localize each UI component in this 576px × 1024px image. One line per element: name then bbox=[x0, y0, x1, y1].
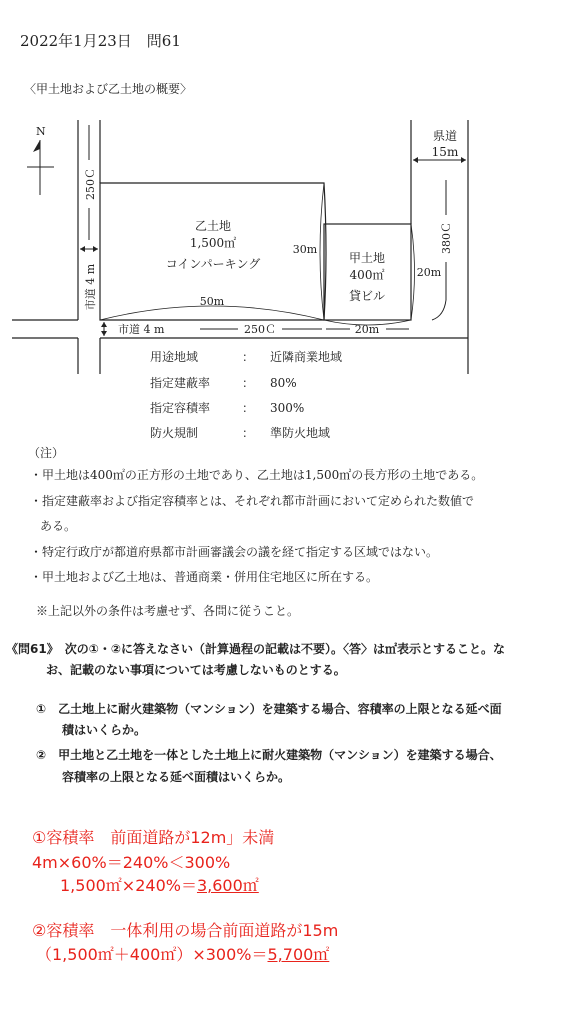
otsu-side-dim: 30m bbox=[292, 243, 318, 256]
info-row-coverage: 指定建蔽率 ： 80% bbox=[150, 376, 297, 390]
subquestion-1: ① 乙土地上に耐火建築物（マンション）を建築する場合、容積率の上限となる延べ面 bbox=[36, 702, 502, 716]
info-row-far: 指定容積率 ： 300% bbox=[150, 401, 305, 415]
ko-use: 貸ビル bbox=[348, 289, 386, 303]
note-4: ・甲土地および乙土地は、普通商業・併用住宅地区に所在する。 bbox=[30, 570, 379, 584]
question-61-cont: お、記載のない事項については考慮しないものとする。 bbox=[46, 663, 346, 677]
answer-2-calc: （1,500㎡＋400㎡）×300%＝5,700㎡ bbox=[36, 945, 330, 964]
answer-1-result: 3,600㎡ bbox=[196, 876, 259, 895]
ko-side-dim: 20m bbox=[416, 266, 442, 279]
right-road-dim: 380Ｃ bbox=[440, 222, 453, 254]
north-label: N bbox=[36, 125, 46, 138]
subquestion-1-cont: 積はいくらか。 bbox=[62, 723, 147, 737]
note-1: ・甲土地は400㎡の正方形の土地であり、乙土地は1,500㎡の長方形の土地である。 bbox=[30, 468, 484, 482]
answer-1-calc-2: 1,500㎡×240%＝3,600㎡ bbox=[60, 876, 259, 895]
answer-2-result: 5,700㎡ bbox=[267, 945, 330, 964]
ko-area: 400㎡ bbox=[349, 268, 385, 282]
note-2: ・指定建蔽率および指定容積率とは、それぞれ都市計画において定められた数値で bbox=[30, 494, 475, 508]
page-title: 2022年1月23日 問61 bbox=[20, 32, 181, 50]
note-2-cont: ある。 bbox=[40, 519, 77, 533]
left-road-dim: 250Ｃ bbox=[84, 168, 97, 200]
otsu-area: 1,500㎡ bbox=[189, 236, 237, 250]
otsu-use: コインパーキング bbox=[165, 257, 261, 271]
otsu-frontage-arc bbox=[100, 306, 324, 320]
answer-2-title: ②容積率 一体利用の場合前面道路が15m bbox=[32, 921, 339, 940]
ko-name: 甲土地 bbox=[348, 251, 386, 265]
otsu-name: 乙土地 bbox=[194, 219, 232, 233]
answer-1-calc-1: 4m×60%＝240%＜300% bbox=[32, 853, 231, 872]
subquestion-2: ② 甲土地と乙土地を一体とした土地上に耐火建築物（マンション）を建築する場合、 bbox=[36, 748, 502, 762]
notes-footer: ※上記以外の条件は考慮せず、各問に従うこと。 bbox=[36, 604, 300, 618]
right-road-width: 15m bbox=[431, 145, 459, 159]
overview-heading: 〈甲土地および乙土地の概要〉 bbox=[24, 82, 193, 96]
otsu-depth-arc bbox=[320, 183, 324, 320]
notes-heading: （注） bbox=[28, 446, 65, 460]
otsu-frontage-dim: 50m bbox=[199, 295, 225, 308]
subquestion-2-cont: 容積率の上限となる延べ面積はいくらか。 bbox=[62, 770, 291, 784]
bottom-road-name: 市道 4 m bbox=[118, 323, 165, 336]
question-61: 《問61》 次の①・②に答えなさい（計算過程の記載は不要）。〈答〉は㎡表示とすること。な bbox=[6, 642, 506, 656]
left-road-name: 市道 4 m bbox=[84, 263, 97, 311]
right-road-name: 県道 bbox=[432, 129, 458, 143]
ko-frontage-dim: 20m bbox=[354, 323, 380, 336]
north-arrow-icon bbox=[27, 125, 54, 195]
info-row-fire: 防火規制 ： 準防火地域 bbox=[150, 426, 331, 440]
bottom-road-dim: 250Ｃ bbox=[244, 323, 276, 336]
note-3: ・特定行政庁が都道府県都市計画審議会の議を経て指定する区域ではない。 bbox=[30, 545, 439, 559]
answer-1-title: ①容積率 前面道路が12m」未満 bbox=[32, 828, 275, 847]
info-row-use-zone: 用途地域 ： 近隣商業地域 bbox=[150, 350, 343, 364]
